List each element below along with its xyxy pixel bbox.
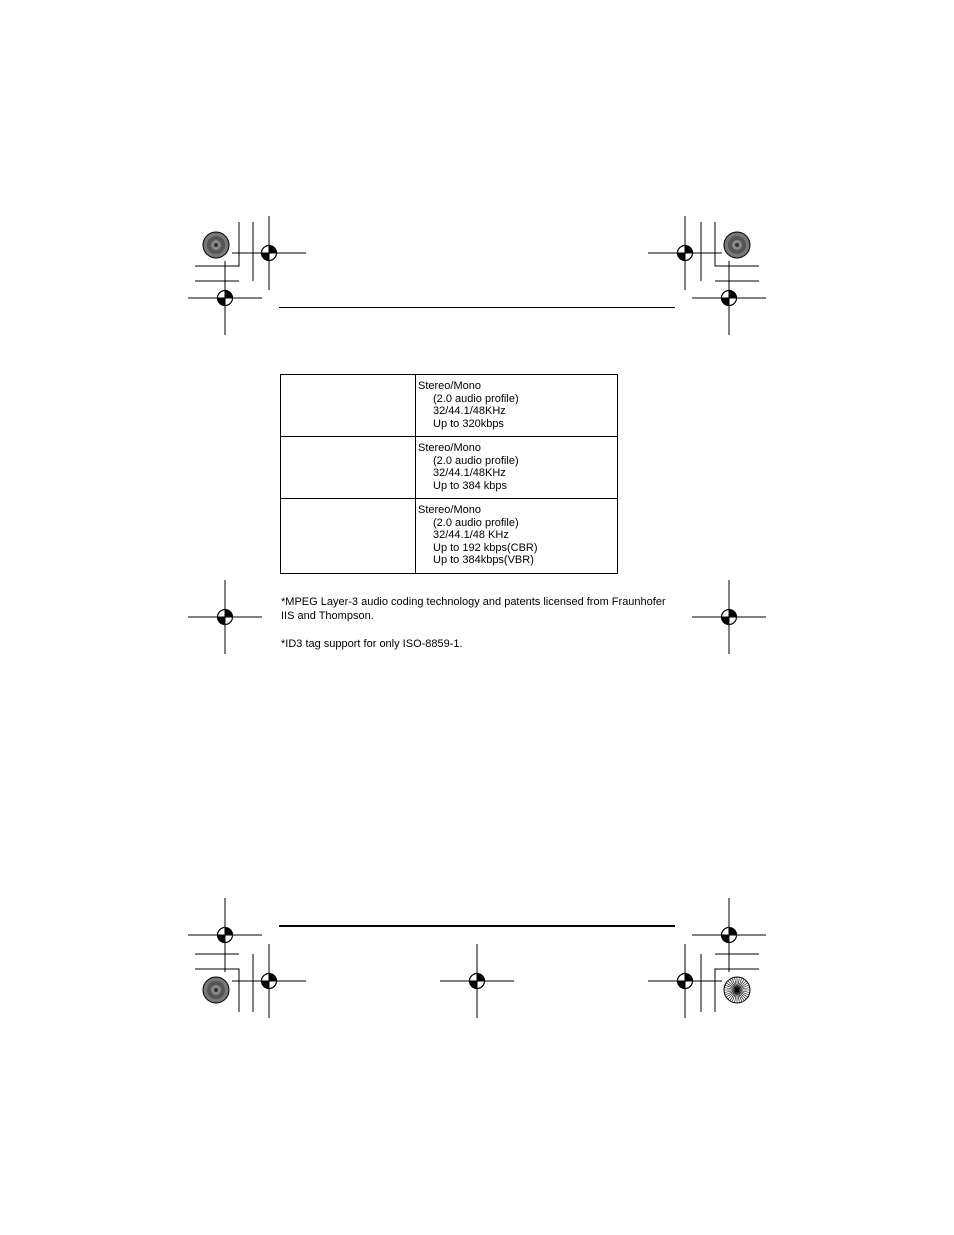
row-value bbox=[416, 499, 618, 574]
row-label bbox=[281, 499, 416, 574]
mpeg-license-note: *MPEG Layer-3 audio coding technology and patents licensed from Fraunhofer IIS and Thompson. bbox=[281, 596, 666, 622]
reg-mark-left-middle bbox=[188, 580, 262, 654]
detail-text: Up to 192 kbps(CBR) bbox=[433, 541, 538, 554]
detail-text: (2.0 audio profile) bbox=[433, 392, 519, 405]
reg-mark-right-middle bbox=[692, 580, 766, 654]
table-row bbox=[281, 375, 618, 437]
reg-mark-bottom-right bbox=[648, 944, 722, 1018]
detail-text: Up to 384kbps(VBR) bbox=[433, 554, 534, 566]
detail-text: Up to 320kbps bbox=[433, 417, 504, 430]
detail-text: 32/44.1/48KHz bbox=[433, 405, 506, 417]
reg-mark-top-right bbox=[648, 216, 722, 290]
detail-text: 32/44.1/48KHz bbox=[433, 467, 506, 479]
detail-text: 32/44.1/48 KHz bbox=[433, 529, 509, 541]
bottom-right-star-mark bbox=[724, 977, 750, 1003]
row-value bbox=[416, 437, 618, 499]
bottom-left-star-mark bbox=[203, 977, 229, 1003]
table-row bbox=[281, 499, 618, 574]
mode-text: Stereo/Mono bbox=[418, 442, 481, 454]
id3-support-note: *ID3 tag support for only ISO-8859-1. bbox=[281, 638, 463, 650]
reg-mark-left-upper bbox=[188, 261, 262, 335]
row-label bbox=[281, 437, 416, 499]
detail-text: (2.0 audio profile) bbox=[433, 516, 519, 529]
footnotes bbox=[281, 595, 681, 665]
reg-mark-right-upper bbox=[692, 261, 766, 335]
reg-mark-bottom-center bbox=[440, 944, 514, 1018]
detail-text: Up to 384 kbps bbox=[433, 479, 507, 492]
footer-rule bbox=[279, 925, 675, 927]
mode-text: Stereo/Mono bbox=[418, 504, 481, 516]
top-right-star-mark bbox=[724, 232, 750, 258]
reg-mark-right-lower bbox=[692, 898, 766, 972]
spec-table bbox=[280, 374, 618, 574]
reg-mark-top-left bbox=[232, 216, 306, 290]
reg-mark-left-lower bbox=[188, 898, 262, 972]
mode-text: Stereo/Mono bbox=[418, 380, 481, 392]
reg-mark-bottom-left bbox=[232, 944, 306, 1018]
top-left-star-mark bbox=[203, 232, 229, 258]
row-label bbox=[281, 375, 416, 437]
detail-text: (2.0 audio profile) bbox=[433, 454, 519, 467]
header-rule bbox=[279, 307, 675, 308]
table-row bbox=[281, 437, 618, 499]
row-value bbox=[416, 375, 618, 437]
